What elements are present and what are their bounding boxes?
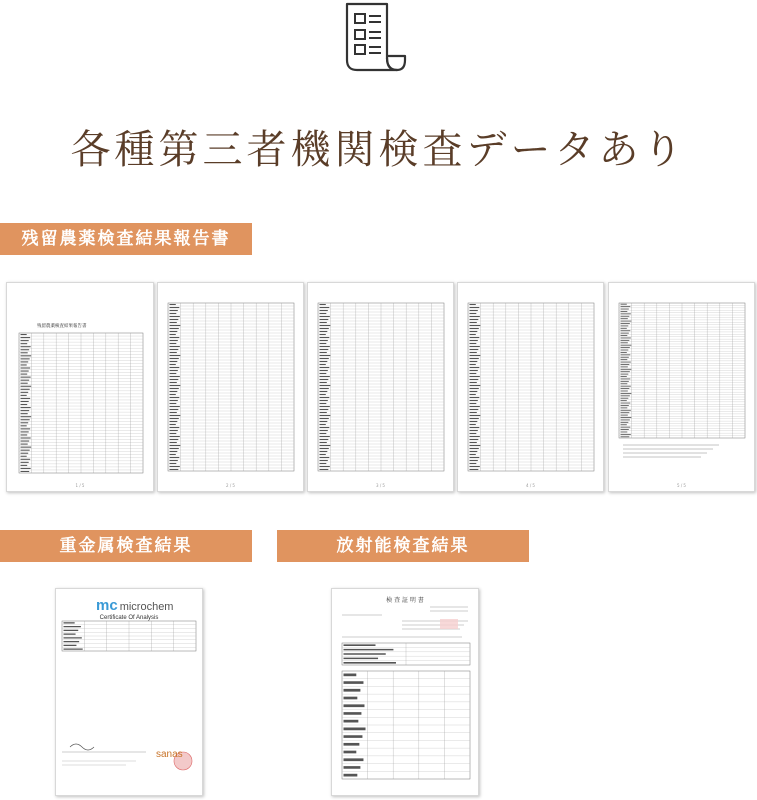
mc-logo-mark: mc	[96, 597, 118, 614]
report-table	[308, 283, 453, 491]
report-notes	[609, 283, 754, 491]
certificate-title: 検 査 証 明 書	[386, 597, 424, 604]
sanas-badge: sanas	[156, 749, 183, 760]
radiation-certificate[interactable]	[331, 588, 479, 796]
report-heading: 残留農薬検査結果報告書	[37, 324, 87, 329]
pesticide-report-page-5[interactable]	[608, 282, 755, 492]
pesticide-report-page-2[interactable]	[157, 282, 304, 492]
section-label-pesticide: 残留農薬検査結果報告書	[0, 223, 252, 255]
page-number: 4 / 5	[526, 483, 535, 488]
document-icon	[335, 0, 415, 80]
certificate-title: Certificate Of Analysis	[99, 615, 159, 621]
section-label-heavy-metal: 重金属検査結果	[0, 530, 252, 562]
page-number: 3 / 5	[376, 483, 385, 488]
page-number: 5 / 5	[677, 483, 686, 488]
report-table	[458, 283, 603, 491]
pesticide-report-page-4[interactable]	[457, 282, 604, 492]
logo-text: microchem	[119, 601, 174, 613]
page-number: 2 / 5	[226, 483, 235, 488]
section-label-radiation: 放射能検査結果	[277, 530, 529, 562]
page-title: 各種第三者機関検査データあり	[70, 127, 687, 173]
heavy-metal-certificate[interactable]	[55, 588, 203, 796]
results-table	[332, 589, 478, 795]
pesticide-report-page-3[interactable]	[307, 282, 454, 492]
report-table	[158, 283, 303, 491]
signature-lines	[56, 589, 202, 795]
page-number: 1 / 5	[75, 483, 85, 488]
pesticide-report-page-1[interactable]	[6, 282, 154, 492]
report-table	[7, 283, 153, 491]
